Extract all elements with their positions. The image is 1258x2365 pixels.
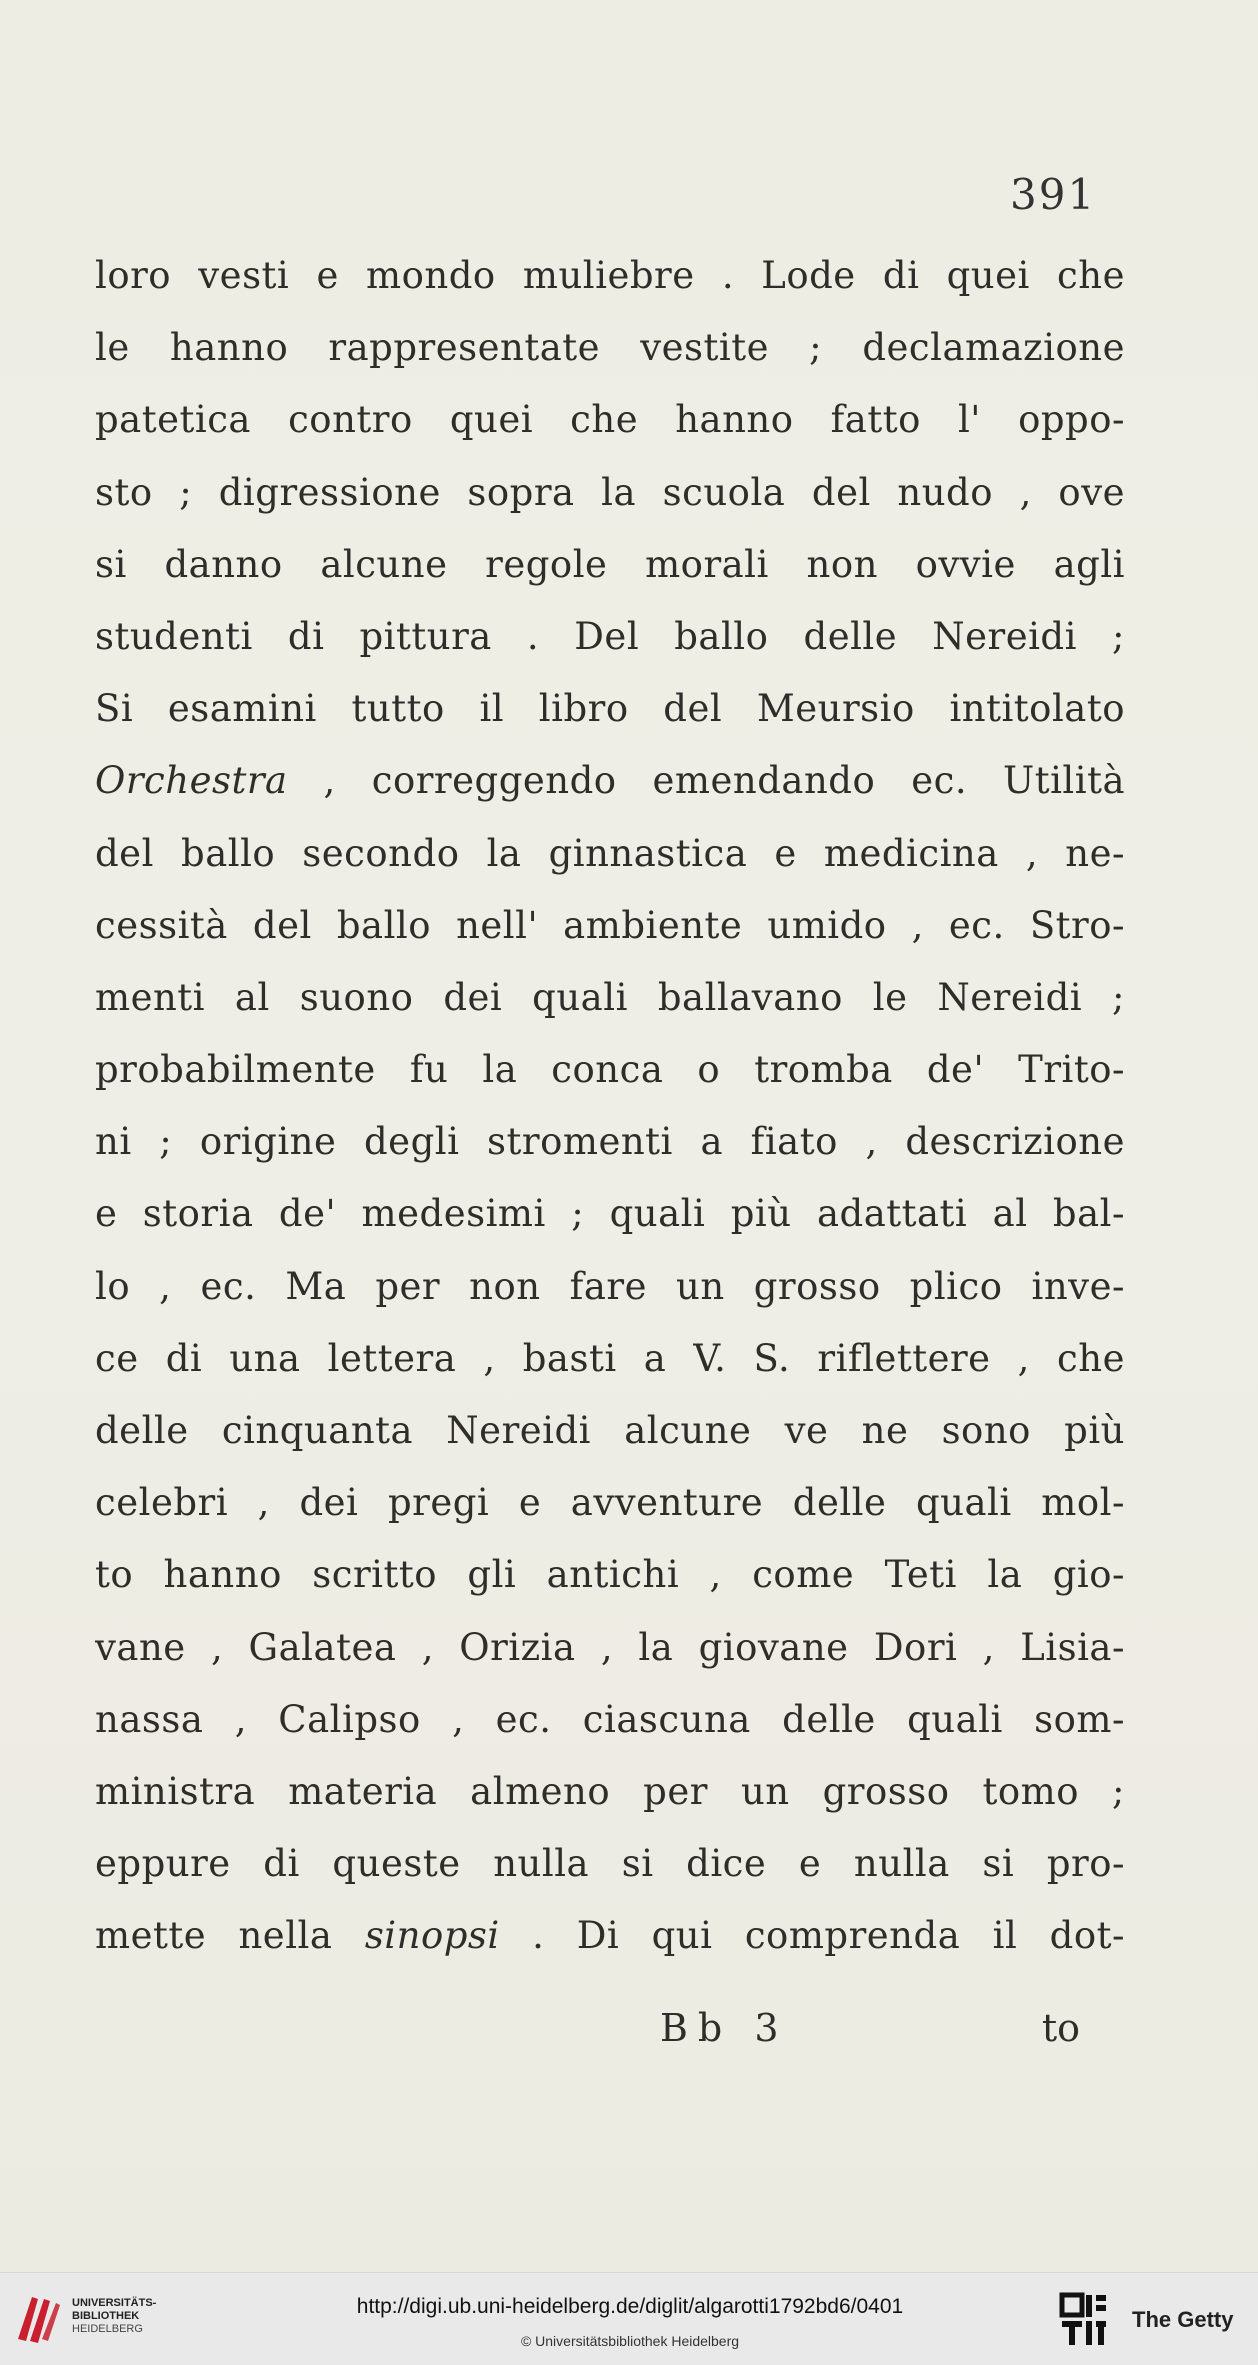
text-line: Si esamini tutto il libro del Meursio intitolato — [95, 687, 1125, 731]
text-line: vane , Galatea , Orizia , la giovane Dori , Lisia- — [95, 1625, 1125, 1669]
text-line: loro vesti e mondo muliebre . Lode di quei che — [95, 254, 1125, 297]
text-line — [95, 745, 1125, 817]
body-text — [95, 240, 1125, 1973]
text-line: sto ; digressione sopra la scuola del nudo , ove — [95, 470, 1125, 514]
signature-mark: Bb 3 — [660, 2006, 789, 2050]
text-line: del ballo secondo la ginnastica e medicina , ne- — [95, 831, 1125, 875]
text-line: eppure di queste nulla si dice e nulla si pro- — [95, 1842, 1125, 1886]
university-library-name — [72, 2297, 156, 2336]
italic-word: sinopsi — [364, 1914, 500, 1958]
text-line-rest: , correggendo emendando ec. Utilità — [323, 759, 1125, 803]
catchline — [660, 2006, 1080, 2062]
page-number: 391 — [1010, 170, 1097, 219]
text-line — [95, 1900, 1125, 1972]
text-line: to hanno scritto gli antichi , come Teti la gio- — [95, 1553, 1125, 1597]
text-line: lo , ec. Ma per non fare un grosso plico inve- — [95, 1264, 1125, 1308]
copyright-notice: © Universitätsbibliothek Heidelberg — [520, 2333, 740, 2349]
library-name-line: BIBLIOTHEK — [72, 2310, 140, 2322]
footer-bar — [0, 2272, 1258, 2365]
text-line: probabilmente fu la conca o tromba de' Trito- — [95, 1048, 1125, 1092]
text-line: ce di una lettera , basti a V. S. riflettere , che — [95, 1336, 1125, 1380]
text-line: studenti di pittura . Del ballo delle Nereidi ; — [95, 614, 1125, 658]
text-line-lead: mette nella — [95, 1914, 333, 1958]
italic-title: Orchestra — [95, 759, 288, 803]
text-line: cessità del ballo nell' ambiente umido , ec. Stro- — [95, 903, 1125, 947]
text-line: e storia de' medesimi ; quali più adattati al bal- — [95, 1192, 1125, 1236]
text-line: menti al suono dei quali ballavano le Nereidi ; — [95, 975, 1125, 1019]
library-name-line: HEIDELBERG — [72, 2323, 143, 2335]
text-line: ministra materia almeno per un grosso tomo ; — [95, 1769, 1125, 1813]
text-line: le hanno rappresentate vestite ; declamazione — [95, 326, 1125, 370]
text-line: celebri , dei pregi e avventure delle quali mol- — [95, 1481, 1125, 1525]
text-line: patetica contro quei che hanno fatto l' oppo- — [95, 398, 1125, 442]
getty-name: The Getty — [1132, 2307, 1234, 2332]
catchword: to — [1041, 2006, 1080, 2050]
text-line: nassa , Calipso , ec. ciascuna delle quali som- — [95, 1697, 1125, 1741]
library-name-line: UNIVERSITÄTS- — [72, 2297, 157, 2309]
text-line-rest: . Di qui comprenda il dot- — [532, 1914, 1125, 1958]
text-line: delle cinquanta Nereidi alcune ve ne sono più — [95, 1409, 1125, 1452]
text-line: si danno alcune regole morali non ovvie agli — [95, 542, 1125, 586]
university-library-logo-icon — [12, 2289, 66, 2345]
getty-logo-icon — [1058, 2291, 1110, 2349]
permalink-url[interactable]: http://digi.ub.uni-heidelberg.de/diglit/algarotti1792bd6/0401 — [356, 2295, 904, 2318]
text-line: ni ; origine degli stromenti a fiato , descrizione — [95, 1120, 1125, 1164]
